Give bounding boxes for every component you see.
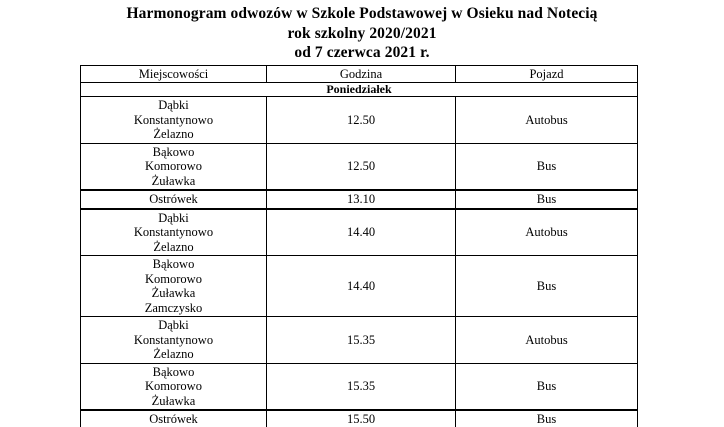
document-subtitle-school-year: rok szkolny 2020/2021 xyxy=(287,24,437,42)
place-name: Komorowo xyxy=(145,379,202,393)
vehicle-cell: Autobus xyxy=(456,317,638,364)
schedule-row xyxy=(81,256,638,317)
document-subtitle-start-date: od 7 czerwca 2021 r. xyxy=(294,44,430,61)
time-cell: 15.50 xyxy=(267,410,456,427)
time-cell: 12.50 xyxy=(267,143,456,190)
vehicle-cell: Bus xyxy=(456,190,638,209)
places-cell xyxy=(81,97,267,144)
time-cell: 14.40 xyxy=(267,256,456,317)
place-name: Żelazno xyxy=(153,347,194,361)
places-cell xyxy=(81,317,267,364)
schedule-row xyxy=(81,97,638,144)
place-name: Żuławka xyxy=(151,173,196,188)
document-title: Harmonogram odwozów w Szkole Podstawowej w Osieku nad Notecią xyxy=(126,5,598,22)
place-name: Bąkowo xyxy=(152,364,195,379)
places-cell xyxy=(81,410,267,427)
schedule-header xyxy=(81,66,638,83)
vehicle-cell: Bus xyxy=(456,363,638,410)
place-name: Zamczysko xyxy=(144,300,203,315)
places-cell xyxy=(81,143,267,190)
place-name: Konstantynowo xyxy=(133,225,214,239)
document-title-block xyxy=(0,4,724,63)
places-cell xyxy=(81,209,267,256)
column-header-vehicle: Pojazd xyxy=(456,66,638,83)
vehicle-cell: Autobus xyxy=(456,97,638,144)
schedule-row xyxy=(81,410,638,427)
time-cell: 12.50 xyxy=(267,97,456,144)
place-name: Dąbki xyxy=(158,318,189,332)
place-name: Bąkowo xyxy=(152,144,195,159)
day-header-label: Poniedziałek xyxy=(81,83,638,97)
place-name: Ostrówek xyxy=(149,192,198,206)
vehicle-cell: Autobus xyxy=(456,209,638,256)
place-name: Komorowo xyxy=(145,271,202,286)
time-cell: 13.10 xyxy=(267,190,456,209)
column-header-row xyxy=(81,66,638,83)
places-cell xyxy=(81,363,267,410)
place-name: Żuławka xyxy=(151,393,196,408)
places-cell xyxy=(81,190,267,209)
place-name: Żuławka xyxy=(151,286,196,300)
place-name: Komorowo xyxy=(145,159,202,173)
vehicle-cell: Bus xyxy=(456,256,638,317)
vehicle-cell: Bus xyxy=(456,143,638,190)
schedule-row xyxy=(81,209,638,256)
time-cell: 15.35 xyxy=(267,317,456,364)
place-name: Dąbki xyxy=(158,210,189,225)
place-name: Żelazno xyxy=(153,239,194,254)
place-name: Konstantynowo xyxy=(133,332,214,347)
time-cell: 15.35 xyxy=(267,363,456,410)
schedule-row xyxy=(81,363,638,410)
places-cell xyxy=(81,256,267,317)
schedule-row xyxy=(81,190,638,209)
column-header-places: Miejscowości xyxy=(81,66,267,83)
schedule-body xyxy=(81,83,638,427)
schedule-row xyxy=(81,317,638,364)
vehicle-cell: Bus xyxy=(456,410,638,427)
column-header-time: Godzina xyxy=(267,66,456,83)
place-name: Żelazno xyxy=(153,127,194,141)
time-cell: 14.40 xyxy=(267,209,456,256)
place-name: Dąbki xyxy=(158,98,189,112)
place-name: Konstantynowo xyxy=(133,112,214,127)
place-name: Bąkowo xyxy=(152,257,195,271)
place-name: Ostrówek xyxy=(149,412,198,426)
departure-schedule-table xyxy=(80,65,638,427)
schedule-row xyxy=(81,143,638,190)
day-header-row xyxy=(81,83,638,97)
